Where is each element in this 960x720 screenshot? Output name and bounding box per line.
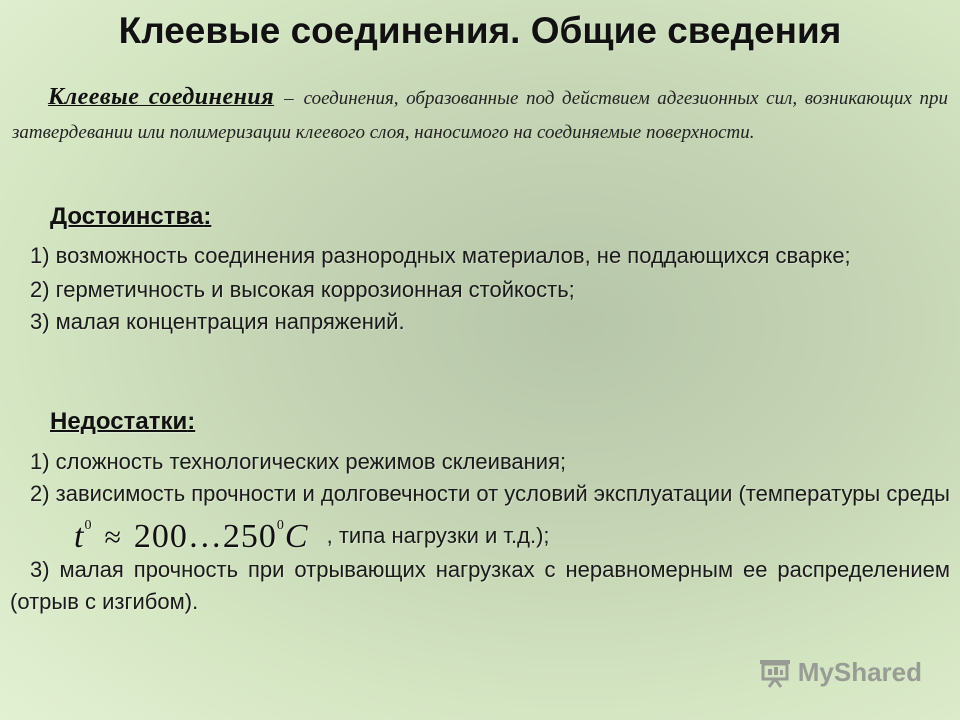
slide-title: Клеевые соединения. Общие сведения: [118, 10, 842, 51]
formula-range: 200…250: [133, 518, 277, 555]
formula-approx-sign: ≈: [104, 521, 122, 554]
projector-screen-icon: [758, 658, 792, 688]
list-item: 3) малая прочность при отрывающих нагрузках с неравномерным ее распределением (отрыв с изгибом).: [10, 557, 950, 614]
formula-variable: t: [74, 518, 85, 555]
advantages-heading-colon: :: [203, 203, 212, 230]
advantages-list: [10, 240, 950, 338]
list-item: 2) герметичность и высокая коррозионная стойкость;: [30, 277, 575, 302]
disadvantages-heading-colon: :: [187, 408, 196, 435]
advantages-heading: [50, 203, 211, 231]
disadvantages-heading: [50, 408, 195, 436]
definition-text: соединения, образованные под действием адгезионных сил, возникающих при затвердевании или полимеризации клеевого слоя, наносимого на соединяемые поверхности.: [12, 88, 948, 143]
watermark-logo: [758, 657, 922, 688]
item2-text-before: 2) зависимость прочности и долговечности от условий эксплуатации (температуры среды: [30, 481, 950, 506]
list-item: 1) возможность соединения разнородных материалов, не поддающихся сварке;: [30, 243, 851, 268]
advantages-heading-text: Достоинства: [50, 203, 204, 230]
item2-text-after: , типа нагрузки и т.д.);: [326, 523, 550, 548]
formula-unit-superscript: 0: [276, 518, 285, 533]
list-item: 1) сложность технологических режимов склеивания;: [30, 449, 567, 474]
watermark-text: MyShared: [797, 657, 922, 687]
list-item-with-formula: [10, 478, 950, 554]
list-item: 3) малая концентрация напряжений.: [30, 309, 405, 334]
formula-superscript: 0: [84, 518, 93, 533]
definition-dash: –: [284, 88, 294, 109]
definition-term: Клеевые соединения: [48, 84, 275, 110]
disadvantages-heading-text: Недостатки: [50, 408, 188, 435]
temperature-formula: [54, 510, 309, 554]
definition-paragraph: [12, 80, 948, 150]
disadvantages-list: [10, 446, 950, 618]
formula-unit: C: [284, 518, 309, 555]
